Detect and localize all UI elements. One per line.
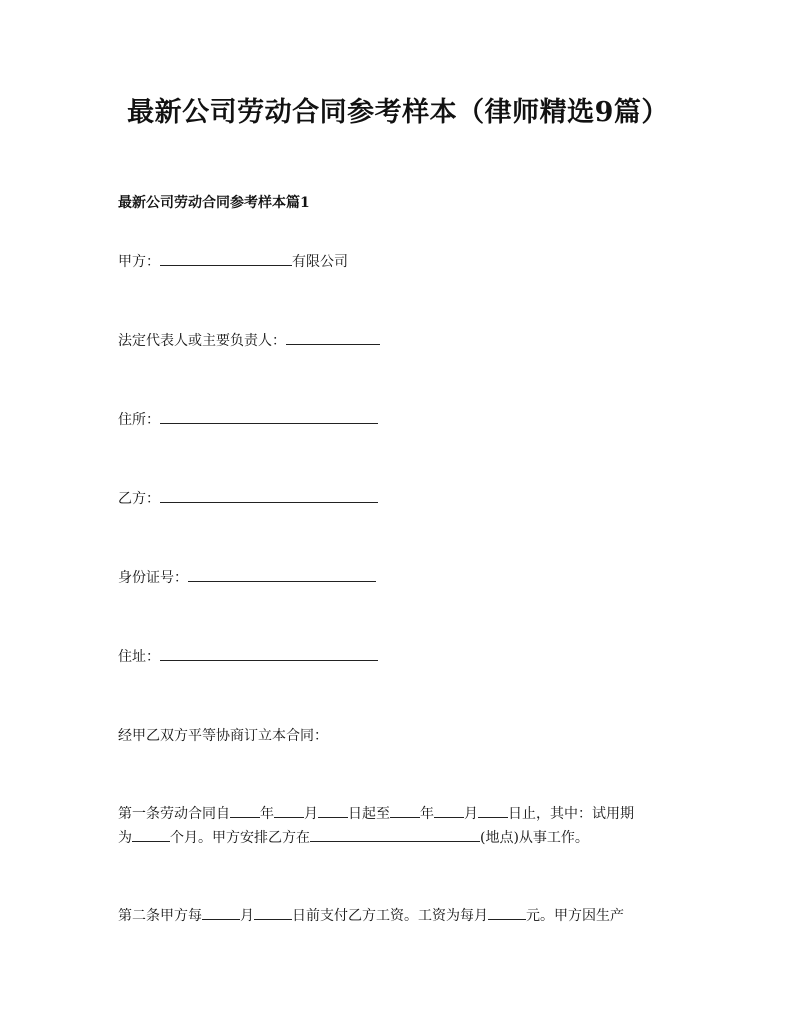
article1-text-6: 月 <box>464 806 478 822</box>
address-blank <box>160 645 378 661</box>
article1-text-7: 日止，其中：试用期 <box>508 806 634 822</box>
article2-text-1: 第二条甲方每 <box>118 908 202 924</box>
article2-text-4: 元。甲方因生产 <box>526 908 624 924</box>
residence-label: 住所： <box>118 412 160 428</box>
party-b-blank <box>160 487 378 503</box>
article2-blank-day <box>254 904 292 920</box>
residence-line <box>118 408 688 432</box>
address-line <box>118 645 688 669</box>
id-number-line <box>118 566 688 590</box>
article1-text-8: 为 <box>118 830 132 846</box>
article1-text-9: 个月。甲方安排乙方在 <box>170 830 310 846</box>
legal-rep-blank <box>286 329 380 345</box>
article1-blank-end-day <box>478 802 508 818</box>
party-a-suffix: 有限公司 <box>292 254 348 270</box>
article2-line1 <box>118 904 688 928</box>
article1-blank-location <box>310 826 480 842</box>
article1-blank-end-year <box>390 802 420 818</box>
article2-text-2: 月 <box>240 908 254 924</box>
party-a-blank <box>160 250 292 266</box>
article1-line2 <box>118 826 688 850</box>
article1-blank-start-month <box>274 802 304 818</box>
legal-rep-line <box>118 329 688 353</box>
article2-blank-month <box>202 904 240 920</box>
address-label: 住址： <box>118 649 160 665</box>
residence-blank <box>160 408 378 424</box>
article1-text-2: 年 <box>260 806 274 822</box>
article1-text-10: (地点)从事工作。 <box>480 830 589 846</box>
article1-blank-probation <box>132 826 170 842</box>
article1-text-5: 年 <box>420 806 434 822</box>
article1-blank-start-day <box>318 802 348 818</box>
article1-blank-end-month <box>434 802 464 818</box>
id-number-label: 身份证号： <box>118 570 188 586</box>
intro-paragraph: 经甲乙双方平等协商订立本合同： <box>118 728 328 744</box>
article1-line1 <box>118 802 688 826</box>
article1-blank-start-year <box>230 802 260 818</box>
party-a-line <box>118 250 688 274</box>
party-b-line <box>118 487 688 511</box>
article2-text-3: 日前支付乙方工资。工资为每月 <box>292 908 488 924</box>
article1-text-4: 日起至 <box>348 806 390 822</box>
document-title: 最新公司劳动合同参考样本（律师精选9篇） <box>127 97 669 128</box>
article2-blank-salary <box>488 904 526 920</box>
section-heading: 最新公司劳动合同参考样本篇1 <box>118 195 310 211</box>
article1-text-1: 第一条劳动合同自 <box>118 806 230 822</box>
party-a-label: 甲方： <box>118 254 160 270</box>
party-b-label: 乙方： <box>118 491 160 507</box>
legal-rep-label: 法定代表人或主要负责人： <box>118 333 286 349</box>
id-number-blank <box>188 566 376 582</box>
article1-text-3: 月 <box>304 806 318 822</box>
